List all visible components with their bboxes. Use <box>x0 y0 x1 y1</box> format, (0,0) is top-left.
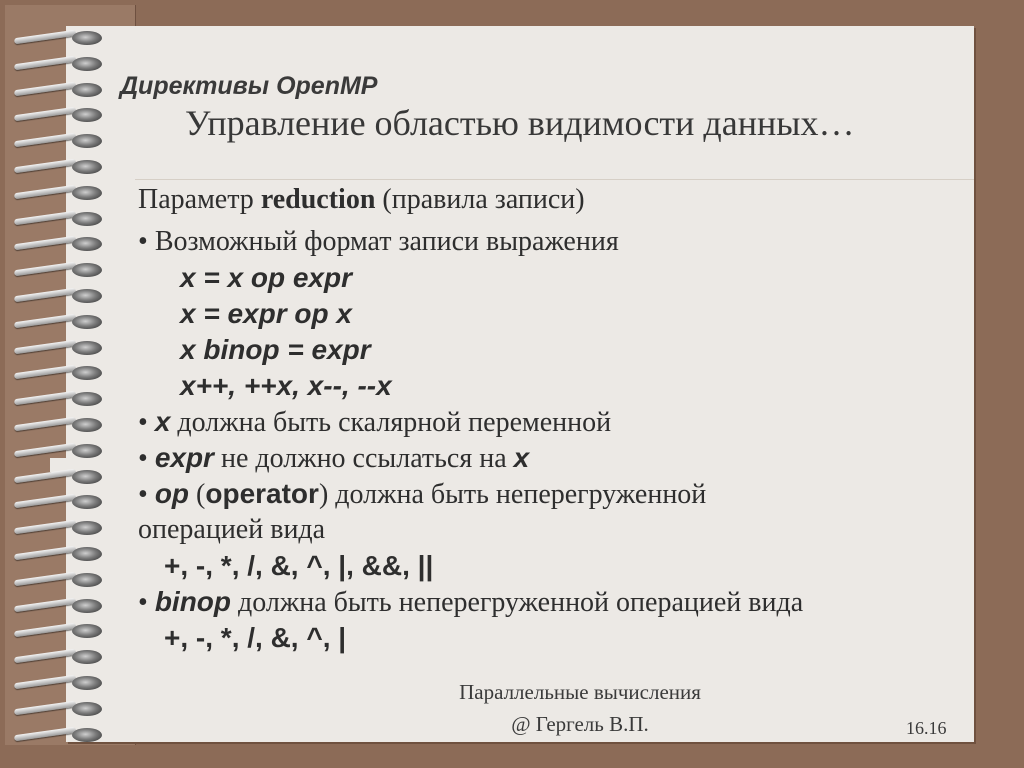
spiral-ring <box>14 623 108 639</box>
spiral-hole <box>72 237 102 251</box>
spiral-hole <box>72 521 102 535</box>
bullet-symbol: • <box>138 226 148 257</box>
spiral-ring <box>14 391 108 407</box>
spiral-ring <box>14 469 108 485</box>
slide-title: Управление областью видимости данных… <box>185 103 855 143</box>
spiral-wire <box>14 417 76 432</box>
spiral-hole <box>72 341 102 355</box>
spiral-ring <box>14 417 108 433</box>
format-line: x++, ++x, x--, --x <box>180 370 392 401</box>
spiral-wire <box>14 236 76 251</box>
bullet-x-keyword: x <box>154 406 171 437</box>
spiral-hole <box>72 676 102 690</box>
spiral-wire <box>14 494 76 509</box>
spiral-wire <box>14 572 76 587</box>
bullet-x-text: должна быть скалярной переменной <box>170 407 612 438</box>
spiral-hole <box>72 418 102 432</box>
spiral-hole <box>72 134 102 148</box>
spiral-ring <box>14 30 108 46</box>
spiral-hole <box>72 495 102 509</box>
spiral-hole <box>72 31 102 45</box>
spiral-hole <box>72 263 102 277</box>
spiral-wire <box>14 262 76 277</box>
spiral-hole <box>72 728 102 742</box>
op-operators: +, -, *, /, &, ^, |, &&, || <box>164 550 434 581</box>
bullet-expr-keyword2: x <box>513 442 530 473</box>
bullet-op-text: ) должна быть неперегруженной <box>318 479 707 510</box>
bullet-expr-text: не должно ссылаться на <box>213 443 514 474</box>
spiral-wire <box>14 469 76 484</box>
spiral-ring <box>14 82 108 98</box>
spiral-hole <box>72 650 102 664</box>
spiral-hole <box>72 83 102 97</box>
header-divider <box>135 179 974 180</box>
spiral-ring <box>14 443 108 459</box>
spiral-wire <box>14 30 76 45</box>
spiral-ring <box>14 236 108 252</box>
spiral-ring <box>14 288 108 304</box>
spiral-wire <box>14 288 76 303</box>
spiral-ring <box>14 262 108 278</box>
spiral-ring <box>14 675 108 691</box>
spiral-ring <box>14 572 108 588</box>
spiral-wire <box>14 520 76 535</box>
footer <box>380 676 780 740</box>
spiral-wire <box>14 598 76 613</box>
spiral-hole <box>72 57 102 71</box>
bullet-op <box>138 476 958 512</box>
spiral-hole <box>72 599 102 613</box>
spiral-hole <box>72 108 102 122</box>
spiral-hole <box>72 547 102 561</box>
spiral-ring <box>14 159 108 175</box>
bullet-binop-keyword: binop <box>154 586 232 617</box>
spiral-wire <box>14 727 76 742</box>
intro-suffix: (правила записи) <box>375 184 585 215</box>
bullet-format <box>138 224 958 260</box>
footer-author: @ Гергель В.П. <box>511 712 649 736</box>
bullet-symbol: • <box>138 587 148 618</box>
spiral-binding <box>0 0 120 768</box>
spiral-ring <box>14 520 108 536</box>
spiral-hole <box>72 470 102 484</box>
spiral-ring <box>14 365 108 381</box>
format-line: x = expr op x <box>180 298 352 329</box>
spiral-ring <box>14 727 108 743</box>
slide-body <box>138 182 958 656</box>
page-number: 16.16 <box>906 718 947 738</box>
spiral-hole <box>72 366 102 380</box>
spiral-ring <box>14 185 108 201</box>
bullet-op-keyword2: operator <box>205 478 319 509</box>
spiral-wire <box>14 133 76 148</box>
spiral-wire <box>14 56 76 71</box>
spiral-wire <box>14 623 76 638</box>
spiral-wire <box>14 546 76 561</box>
bullet-op-keyword: op <box>154 478 190 509</box>
spiral-ring <box>14 56 108 72</box>
spiral-wire <box>14 365 76 380</box>
intro-keyword: reduction <box>260 184 376 215</box>
spiral-hole <box>72 392 102 406</box>
binop-operators: +, -, *, /, &, ^, | <box>164 622 347 653</box>
spiral-wire <box>14 82 76 97</box>
spiral-wire <box>14 159 76 174</box>
bullet-symbol: • <box>138 479 148 510</box>
spiral-wire <box>14 391 76 406</box>
format-line: x binop = expr <box>180 334 371 365</box>
spiral-wire <box>14 443 76 458</box>
bullet-expr-keyword: expr <box>154 442 214 473</box>
bullet-expr <box>138 440 958 476</box>
spiral-hole <box>72 702 102 716</box>
spiral-wire <box>14 211 76 226</box>
bullet-format-text: Возможный формат записи выражения <box>154 226 619 257</box>
spiral-ring <box>14 494 108 510</box>
slide-subtitle: Директивы OpenMP <box>120 72 378 100</box>
spiral-wire <box>14 340 76 355</box>
spiral-hole <box>72 186 102 200</box>
footer-course: Параллельные вычисления <box>459 680 701 704</box>
spiral-wire <box>14 107 76 122</box>
intro-line <box>138 182 958 224</box>
spiral-hole <box>72 289 102 303</box>
bullet-op-continuation: операцией вида <box>138 514 326 545</box>
spiral-wire <box>14 185 76 200</box>
bullet-binop-text: должна быть неперегруженной операцией вида <box>231 587 804 618</box>
spiral-ring <box>14 701 108 717</box>
bullet-binop <box>138 584 958 620</box>
format-line: x = x op expr <box>180 262 352 293</box>
bullet-op-paren: ( <box>189 479 206 510</box>
spiral-hole <box>72 212 102 226</box>
spiral-wire <box>14 314 76 329</box>
spiral-wire <box>14 649 76 664</box>
spiral-ring <box>14 107 108 123</box>
spiral-hole <box>72 444 102 458</box>
bullet-symbol: • <box>138 407 148 438</box>
spiral-ring <box>14 340 108 356</box>
spiral-ring <box>14 211 108 227</box>
spiral-ring <box>14 314 108 330</box>
spiral-hole <box>72 573 102 587</box>
spiral-ring <box>14 133 108 149</box>
spiral-hole <box>72 624 102 638</box>
spiral-wire <box>14 675 76 690</box>
bullet-symbol: • <box>138 443 148 474</box>
spiral-ring <box>14 546 108 562</box>
spiral-hole <box>72 160 102 174</box>
spiral-hole <box>72 315 102 329</box>
bullet-x <box>138 404 958 440</box>
spiral-ring <box>14 649 108 665</box>
spiral-ring <box>14 598 108 614</box>
spiral-wire <box>14 701 76 716</box>
intro-prefix: Параметр <box>138 184 261 215</box>
